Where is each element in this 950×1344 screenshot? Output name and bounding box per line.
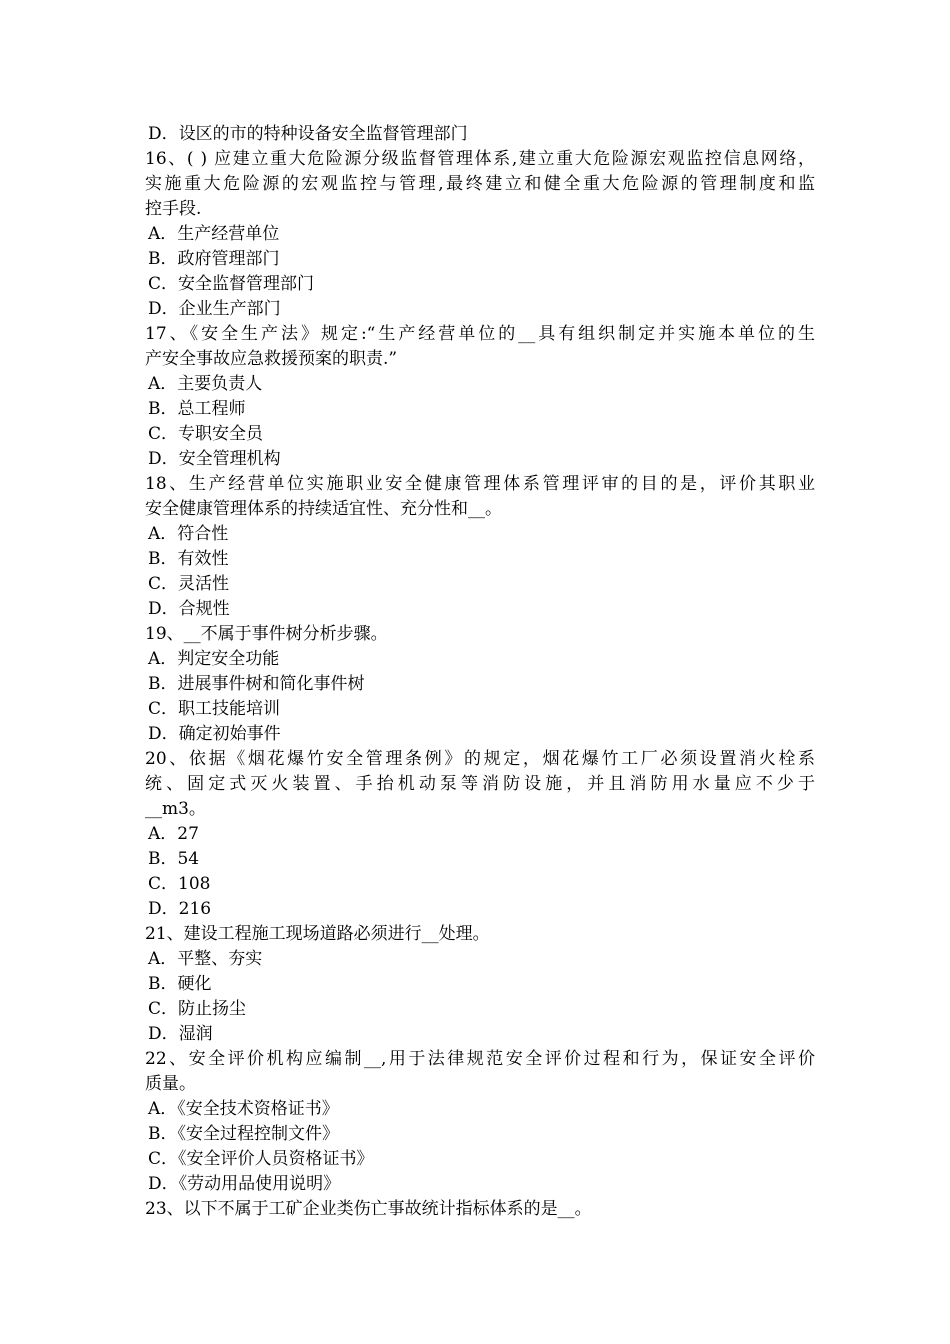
answer-option bbox=[145, 1147, 815, 1172]
answer-option bbox=[145, 272, 815, 297]
answer-option bbox=[145, 897, 815, 922]
option-line: B．进展事件树和简化事件树 bbox=[148, 674, 365, 694]
question-line: 22、安全评价机构应编制__,用于法律规范安全评价过程和行为，保证安全评价 bbox=[145, 1049, 815, 1069]
answer-option bbox=[145, 847, 815, 872]
answer-option bbox=[145, 647, 815, 672]
question-text bbox=[145, 1197, 815, 1222]
answer-option bbox=[145, 397, 815, 422]
answer-option bbox=[145, 547, 815, 572]
question-line: 控手段. bbox=[145, 199, 202, 219]
answer-option bbox=[145, 572, 815, 597]
option-line: C．108 bbox=[148, 874, 211, 894]
answer-option bbox=[145, 872, 815, 897]
question-line: 17、《安全生产法》规定:“生产经营单位的__具有组织制定并实施本单位的生 bbox=[145, 324, 815, 344]
option-line: C．安全监督管理部门 bbox=[148, 274, 315, 294]
question-line: 统、固定式灭火装置、手抬机动泵等消防设施，并且消防用水量应不少于 bbox=[145, 774, 815, 794]
answer-option bbox=[145, 947, 815, 972]
answer-option bbox=[145, 672, 815, 697]
option-line: B．硬化 bbox=[148, 974, 212, 994]
question-line: 18、生产经营单位实施职业安全健康管理体系管理评审的目的是，评价其职业 bbox=[145, 474, 815, 494]
option-line: D．企业生产部门 bbox=[148, 299, 281, 319]
answer-option bbox=[145, 247, 815, 272]
question-text bbox=[145, 147, 815, 222]
answer-option bbox=[145, 1172, 815, 1197]
question-text bbox=[145, 472, 815, 522]
answer-option bbox=[145, 1097, 815, 1122]
question-text bbox=[145, 747, 815, 822]
option-line: B．总工程师 bbox=[148, 399, 246, 419]
answer-option bbox=[145, 297, 815, 322]
option-line: D．216 bbox=[148, 899, 212, 919]
answer-option bbox=[145, 597, 815, 622]
answer-option bbox=[145, 447, 815, 472]
question-line: 质量。 bbox=[145, 1074, 196, 1094]
question-text bbox=[145, 1047, 815, 1097]
question-line: 实施重大危险源的宏观监控与管理,最终建立和健全重大危险源的管理制度和监 bbox=[145, 174, 815, 194]
option-line: A．判定安全功能 bbox=[148, 649, 280, 669]
answer-option bbox=[145, 722, 815, 747]
option-line: D．确定初始事件 bbox=[148, 724, 281, 744]
question-line: 16、( ) 应建立重大危险源分级监督管理体系,建立重大危险源宏观监控信息网络， bbox=[145, 149, 815, 169]
option-line: B．有效性 bbox=[148, 549, 229, 569]
question-line: __m3。 bbox=[145, 799, 206, 819]
option-line: D．安全管理机构 bbox=[148, 449, 281, 469]
answer-option bbox=[145, 422, 815, 447]
option-line: D．合规性 bbox=[148, 599, 230, 619]
question-text bbox=[145, 922, 815, 947]
option-line: C．职工技能培训 bbox=[148, 699, 281, 719]
option-line: C．灵活性 bbox=[148, 574, 230, 594]
option-line: A．《安全技术资格证书》 bbox=[148, 1099, 339, 1119]
answer-option bbox=[145, 697, 815, 722]
answer-option bbox=[145, 522, 815, 547]
option-line: D．《劳动用品使用说明》 bbox=[148, 1174, 341, 1194]
answer-option bbox=[145, 997, 815, 1022]
answer-option bbox=[145, 972, 815, 997]
option-line: A．生产经营单位 bbox=[148, 224, 280, 244]
question-line: 20、依据《烟花爆竹安全管理条例》的规定，烟花爆竹工厂必须设置消火栓系 bbox=[145, 749, 815, 769]
option-line: D．湿润 bbox=[148, 1024, 213, 1044]
option-line: B．《安全过程控制文件》 bbox=[148, 1124, 339, 1144]
option-line: C．《安全评价人员资格证书》 bbox=[148, 1149, 374, 1169]
question-line: 21、建设工程施工现场道路必须进行__处理。 bbox=[145, 924, 490, 944]
option-line: C．防止扬尘 bbox=[148, 999, 247, 1019]
option-line: B．54 bbox=[148, 849, 200, 869]
option-line: D．设区的市的特种设备安全监督管理部门 bbox=[148, 124, 468, 144]
answer-option bbox=[145, 822, 815, 847]
answer-option bbox=[145, 1122, 815, 1147]
question-line: 19、__不属于事件树分析步骤。 bbox=[145, 624, 388, 644]
answer-option bbox=[145, 1022, 815, 1047]
option-line: A．平整、夯实 bbox=[148, 949, 263, 969]
question-line: 安全健康管理体系的持续适宜性、充分性和__。 bbox=[145, 499, 502, 519]
option-line: C．专职安全员 bbox=[148, 424, 264, 444]
question-text bbox=[145, 622, 815, 647]
question-text bbox=[145, 322, 815, 372]
question-line: 产安全事故应急救援预案的职责.” bbox=[145, 349, 398, 369]
answer-option bbox=[145, 122, 815, 147]
document-body bbox=[145, 122, 815, 1222]
option-line: A．27 bbox=[148, 824, 199, 844]
question-line: 23、以下不属于工矿企业类伤亡事故统计指标体系的是__。 bbox=[145, 1199, 592, 1219]
option-line: A．符合性 bbox=[148, 524, 229, 544]
answer-option bbox=[145, 222, 815, 247]
option-line: B．政府管理部门 bbox=[148, 249, 280, 269]
answer-option bbox=[145, 372, 815, 397]
option-line: A．主要负责人 bbox=[148, 374, 263, 394]
